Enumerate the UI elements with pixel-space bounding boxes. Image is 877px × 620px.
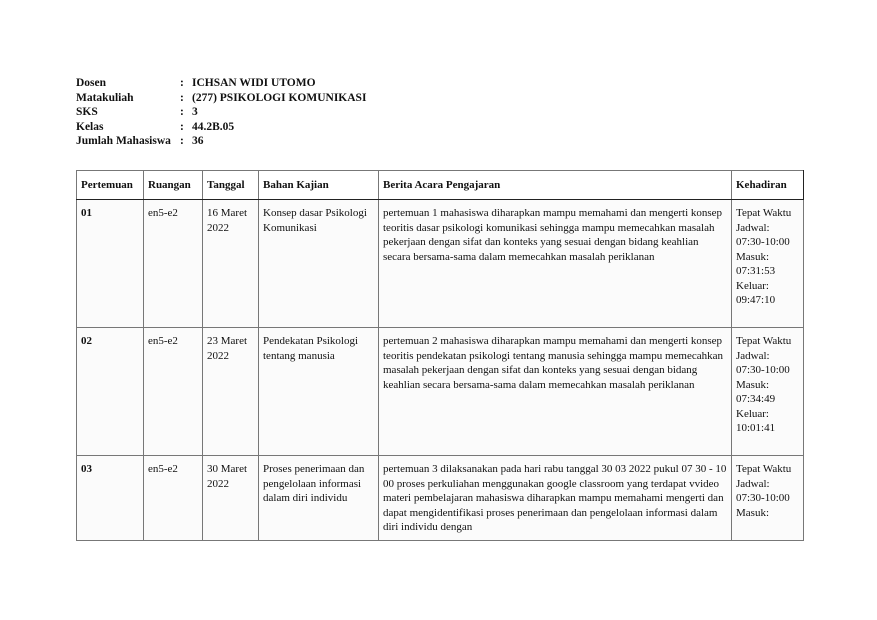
cell-content: 30 Maret 2022 (207, 463, 248, 490)
cell-pertemuan (77, 456, 144, 541)
cell-berita-acara (379, 456, 732, 541)
info-value: 36 (192, 135, 204, 148)
info-label: SKS (76, 106, 98, 119)
table-row (77, 200, 804, 328)
column-header-kehadiran: Kehadiran (732, 171, 804, 200)
cell-bahan-kajian: Konsep dasar Psikologi Komunikasi (259, 200, 379, 328)
cell-kehadiran (732, 456, 804, 541)
table-row (77, 456, 804, 541)
info-value: (277) PSIKOLOGI KOMUNIKASI (192, 91, 367, 104)
info-separator: : (180, 91, 184, 104)
info-row-kelas (76, 120, 366, 135)
info-value: 44.2B.05 (192, 120, 235, 133)
info-value: ICHSAN WIDI UTOMO (192, 77, 316, 89)
cell-bahan-kajian: Pendekatan Psikologi tentang manusia (259, 328, 379, 456)
info-label: Dosen (76, 77, 107, 89)
cell-content: Tepat Waktu Jadwal: 07:30-10:00 Masuk: (736, 463, 792, 519)
cell-ruangan (144, 456, 203, 541)
info-row-sks (76, 105, 366, 120)
lecture-info-header (76, 76, 366, 149)
info-row-matakuliah (76, 91, 366, 106)
info-label: Kelas (76, 120, 104, 133)
cell-content: pertemuan 3 dilaksanakan pada hari rabu tanggal 30 03 2022 pukul 07 30 - 10 00 proses perkuliahan menggunakan google classroom yang terdapat vvideo materi pembelajaran mahasiswa diharapkan mampu memahami mengerti dan dapat mengidentifikasi proses penerimaan dan pengelolaan informasi dalam diri individu dengan (383, 463, 727, 533)
cell-tanggal: 16 Maret 2022 (203, 200, 259, 328)
cell-content: 03 (81, 463, 92, 475)
info-separator: : (180, 77, 184, 89)
column-header-pertemuan: Pertemuan (77, 171, 144, 200)
cell-tanggal (203, 456, 259, 541)
column-header-tanggal: Tanggal (203, 171, 259, 200)
info-label: Matakuliah (76, 91, 134, 104)
info-row-dosen (76, 76, 366, 91)
cell-ruangan: en5-e2 (144, 328, 203, 456)
cell-berita-acara: pertemuan 1 mahasiswa diharapkan mampu memahami dan mengerti konsep teoritis dasar psikologi komunikasi sehingga mampu memecahkan masalah pekerjaan dengan sifat dan konteks yang sesuai dengan bidang keahlian secara bersama-sama dalam memecahkan masalah periklanan (379, 200, 732, 328)
cell-kehadiran: Tepat Waktu Jadwal: 07:30-10:00 Masuk: 07:31:53 Keluar: 09:47:10 (732, 200, 804, 328)
table-row (77, 328, 804, 456)
cell-berita-acara: pertemuan 2 mahasiswa diharapkan mampu memahami dan mengerti konsep teoritis pendekatan psikologi tentang manusia sehingga mampu memecahkan masalah pekerjaan dengan sifat dan konteks yang sesuai dengan bidang keahlian secara bersama-sama dalam memecahkan masalah periklanan (379, 328, 732, 456)
column-header-ruangan: Ruangan (144, 171, 203, 200)
column-header-bahan-kajian: Bahan Kajian (259, 171, 379, 200)
teaching-record-table (76, 170, 804, 541)
cell-ruangan: en5-e2 (144, 200, 203, 328)
info-separator: : (180, 106, 184, 119)
info-separator: : (180, 135, 184, 148)
cell-bahan-kajian (259, 456, 379, 541)
info-value: 3 (192, 106, 198, 119)
cell-tanggal: 23 Maret 2022 (203, 328, 259, 456)
table-header-row (77, 171, 804, 200)
info-separator: : (180, 120, 184, 133)
info-label: Jumlah Mahasiswa (76, 135, 171, 148)
cell-content: en5-e2 (148, 463, 178, 475)
cell-content: Proses penerimaan dan pengelolaan informasi dalam diri individu (263, 463, 365, 504)
info-row-jumlah-mahasiswa (76, 134, 366, 149)
cell-pertemuan: 02 (77, 328, 144, 456)
column-header-berita-acara: Berita Acara Pengajaran (379, 171, 732, 200)
cell-kehadiran: Tepat Waktu Jadwal: 07:30-10:00 Masuk: 07:34:49 Keluar: 10:01:41 (732, 328, 804, 456)
cell-pertemuan: 01 (77, 200, 144, 328)
